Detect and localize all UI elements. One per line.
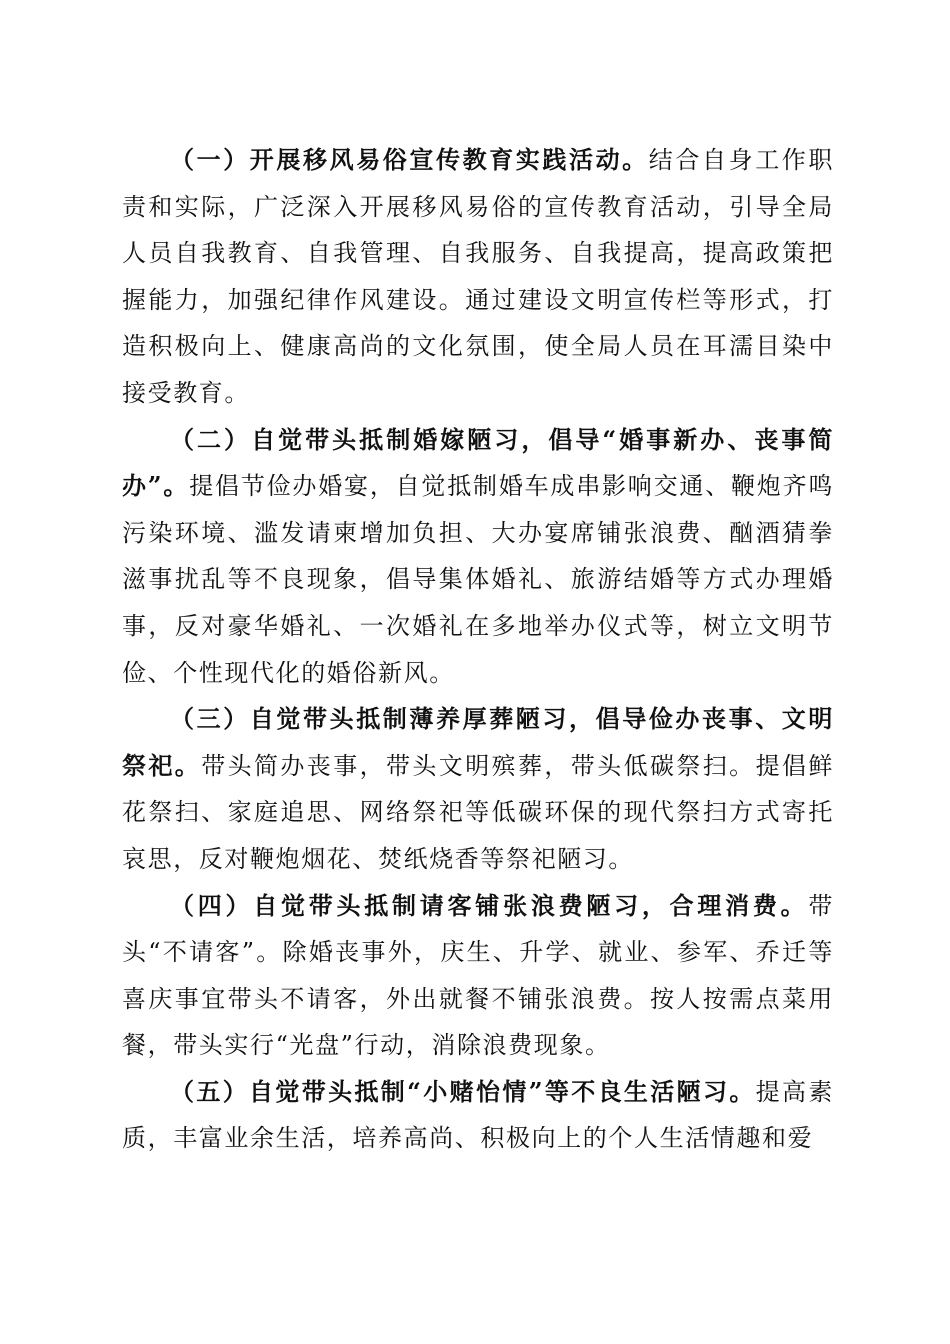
paragraph-3	[122, 696, 834, 882]
paragraph-2-heading: （二）自觉带头抵制婚嫁陋习，倡导“婚事新办、丧事简办”。	[122, 424, 834, 501]
paragraph-2	[122, 417, 834, 697]
paragraph-5-body: 提高素质，丰富业余生活，培养高尚、积极向上的个人生活情趣和爱	[122, 1077, 834, 1153]
paragraph-2-body: 提倡节俭办婚宴，自觉抵制婚车成串影响交通、鞭炮齐鸣污染环境、滥发请柬增加负担、大办宴席铺张浪费、酗酒猜拳滋事扰乱等不良现象，倡导集体婚礼、旅游结婚等方式办理婚事，反对豪华婚礼、一次婚礼在多地举办仪式等，树立文明节俭、个性现代化的婚俗新风。	[122, 472, 835, 687]
paragraph-4	[122, 883, 834, 1069]
paragraph-3-heading: （三）自觉带头抵制薄养厚葬陋习，倡导俭办丧事、文明祭祀。	[122, 704, 834, 780]
paragraph-4-heading: （四）自觉带头抵制请客铺张浪费陋习，合理消费。	[170, 890, 809, 920]
paragraph-1-heading: （一）开展移风易俗宣传教育实践活动。	[170, 145, 649, 174]
paragraph-5-heading: （五）自觉带头抵制“小赌怡情”等不良生活陋习。	[170, 1076, 756, 1106]
paragraph-1	[122, 137, 834, 417]
paragraph-5	[122, 1069, 834, 1162]
paragraph-4-body: 带头“不请客”。除婚丧事外，庆生、升学、就业、参军、乔迁等喜庆事宜带头不请客，外出就餐不铺张浪费。按人按需点菜用餐，带头实行“光盘”行动，消除浪费现象。	[122, 891, 834, 1060]
paragraph-3-body: 带头简办丧事，带头文明殡葬，带头低碳祭扫。提倡鲜花祭扫、家庭追思、网络祭祀等低碳环保的现代祭扫方式寄托哀思，反对鞭炮烟花、焚纸烧香等祭祀陋习。	[122, 751, 834, 873]
paragraph-1-body: 结合自身工作职责和实际，广泛深入开展移风易俗的宣传教育活动，引导全局人员自我教育、自我管理、自我服务、自我提高，提高政策把握能力，加强纪律作风建设。通过建设文明宣传栏等形式，打造积极向上、健康高尚的文化氛围，使全局人员在耳濡目染中接受教育。	[122, 146, 834, 407]
document-page	[122, 137, 834, 1162]
